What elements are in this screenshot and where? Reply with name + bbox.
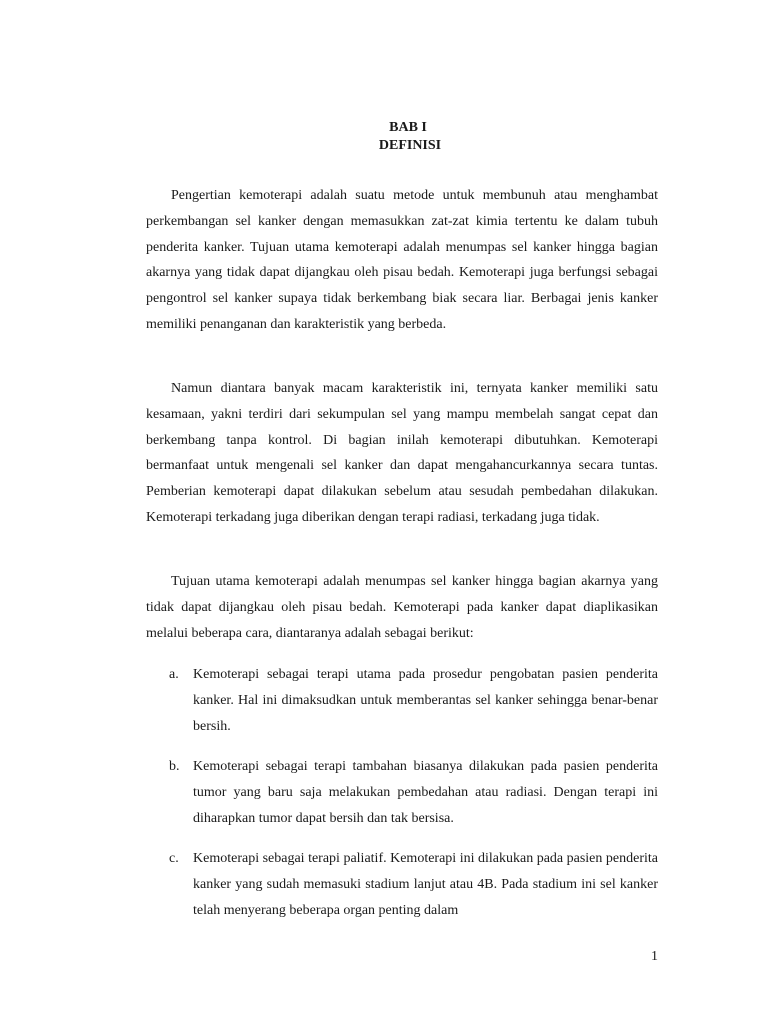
list-item-text: Kemoterapi sebagai terapi tambahan biasanya dilakukan pada pasien penderita tumor yang baru saja melakukan pembedahan atau radiasi. Dengan terapi ini diharapkan tumor dapat bersih dan tak bersisa. [193, 759, 658, 826]
list-item [146, 846, 658, 924]
list-item [146, 754, 658, 834]
list-marker: b. [169, 759, 180, 774]
paragraph-characteristics: Namun diantara banyak macam karakteristik ini, ternyata kanker memiliki satu kesamaan, yakni terdiri dari sekumpulan sel yang mampu membelah sangat cepat dan berkembang tanpa kontrol. Di bagian inilah kemoterapi dibutuhkan. Kemoterapi bermanfaat untuk mengenali sel kanker dan dapat mengahancurkannya secara tuntas. Pemberian kemoterapi dapat dilakukan sebelum atau sesudah pembedahan dilakukan. Kemoterapi terkadang juga diberikan dengan terapi radiasi, terkadang juga tidak. [146, 381, 658, 525]
page-number: 1 [651, 949, 658, 964]
list-item-text: Kemoterapi sebagai terapi utama pada prosedur pengobatan pasien penderita kanker. Hal ini dimaksudkan untuk memberantas sel kanker sehingga benar-benar bersih. [193, 667, 658, 734]
paragraph-application: Tujuan utama kemoterapi adalah menumpas sel kanker hingga bagian akarnya yang tidak dapat dijangkau oleh pisau bedah. Kemoterapi pada kanker dapat diaplikasikan melalui beberapa cara, diantaranya adalah sebagai berikut: [146, 574, 658, 641]
list-marker: c. [169, 851, 179, 866]
list-marker: a. [169, 667, 179, 682]
chapter-title: DEFINISI [378, 138, 442, 153]
list-item [146, 662, 658, 742]
chapter-heading: BAB I [389, 120, 427, 135]
paragraph-definition: Pengertian kemoterapi adalah suatu metode untuk membunuh atau menghambat perkembangan sel kanker dengan memasukkan zat-zat kimia tertentu ke dalam tubuh penderita kanker. Tujuan utama kemoterapi adalah menumpas sel kanker hingga bagian akarnya yang tidak dapat dijangkau oleh pisau bedah. Kemoterapi juga berfungsi sebagai pengontrol sel kanker supaya tidak berkembang biak secara liar. Berbagai jenis kanker memiliki penanganan dan karakteristik yang berbeda. [146, 188, 658, 332]
list-item-text: Kemoterapi sebagai terapi paliatif. Kemoterapi ini dilakukan pada pasien penderita kanker yang sudah memasuki stadium lanjut atau 4B. Pada stadium ini sel kanker telah menyerang beberapa organ penting dalam [193, 851, 658, 918]
